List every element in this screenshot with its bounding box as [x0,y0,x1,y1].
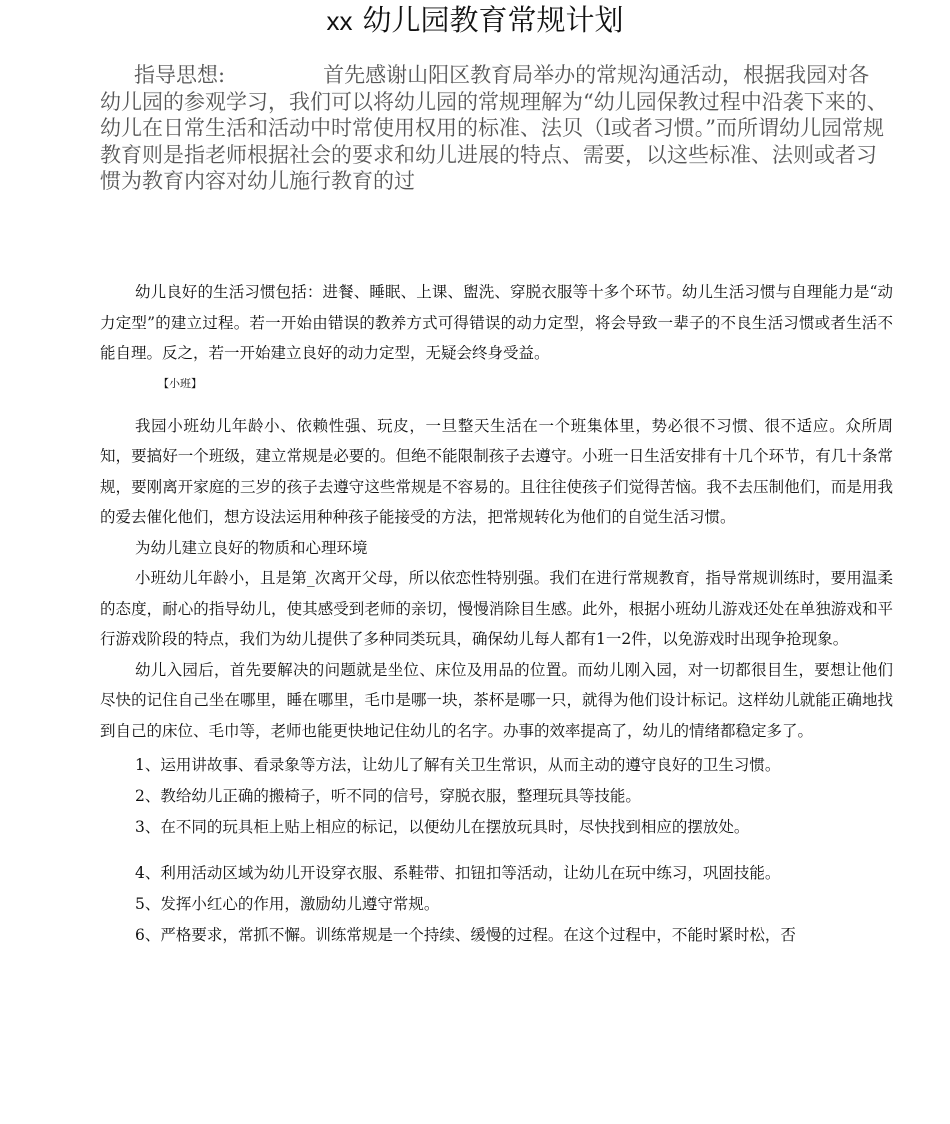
title-text: 幼儿园教育常规计划 [362,3,624,37]
body-section [100,277,893,951]
paragraph-small-class: 我园小班幼儿年龄小、依赖性强、玩皮，一旦整天生活在一个班集体里，势必很不习惯、很不适应。众所周知，要搞好一个班级，建立常规是必要的。但绝不能限制孩子去遵守。小班一日生活安排有十几个环节，有几十条常规，要刚离开家庭的三岁的孩子去遵守这些常规是不容易的。且往往使孩子们觉得苦恼。我不去压制他们，而是用我的爱去催化他们，想方设法运用种种孩子能接受的方法，把常规转化为他们的自觉生活习惯。 [100,416,893,526]
title-prefix: xx [326,6,353,36]
list-item: 5、发挥小红心的作用，激励幼儿遵守常规。 [135,895,440,913]
list-item: 1、运用讲故事、看录象等方法，让幼儿了解有关卫生常识，从而主动的遵守良好的卫生习惯。 [135,756,781,774]
guide-text: 首先感谢山阳区教育局举办的常规沟通活动，根据我园对各幼儿园的参观学习，我们可以将幼儿园的常规理解为“幼儿园保教过程中沿袭下来的、幼儿在日常生活和活动中时常使用权用的标准、法贝（l或者习惯。”而所谓幼儿园常规教育则是指老师根据社会的要求和幼儿进展的特点、需要，以这些标准、法则或者习惯为教育内容对幼儿施行教育的过 [100,63,888,193]
section-heading-environment: 为幼儿建立良好的物质和心理环境 [135,538,368,557]
sub-heading-small-class: 【小班】 [158,376,202,390]
paragraph-habits: 幼儿良好的生活习惯包括：进餐、睡眠、上课、盥洗、穿脱衣服等十多个环节。幼儿生活习惯与自理能力是“动力定型”的建立过程。若一开始由错误的教养方式可得错误的动力定型，将会导致一辈子的不良生活习惯或者生活不能自理。反之，若一开始建立良好的动力定型，无疑会终身受益。 [100,283,893,362]
list-item: 6、严格要求，常抓不懈。训练常规是一个持续、缓慢的过程。在这个过程中，不能时紧时松，否 [135,926,796,944]
guide-label: 指导思想: [134,63,226,87]
paragraph-environment: 小班幼儿年龄小，且是第_次离开父母，所以依恋性特别强。我们在进行常规教育，指导常规训练时，要用温柔的态度，耐心的指导幼儿，使其感受到老师的亲切，慢慢消除目生感。此外，根据小班幼儿游戏还处在单独游戏和平行游戏阶段的特点，我们为幼儿提供了多种同类玩具，确保幼儿每人都有1一2件，以免游戏时出现争抢现象。 [100,569,893,648]
list-item: 2、教给幼儿正确的搬椅子，听不同的信号，穿脱衣服，整理玩具等技能。 [135,787,641,805]
guide-paragraph [100,62,890,195]
list-item: 3、在不同的玩具柜上贴上相应的标记，以便幼儿在摆放玩具时，尽快找到相应的摆放处。 [135,818,750,836]
page-title [0,0,950,41]
paragraph-marks: 幼儿入园后，首先要解决的问题就是坐位、床位及用品的位置。而幼儿刚入园，对一切都很目生，要想让他们尽快的记住自己坐在哪里，睡在哪里，毛巾是哪一块，茶杯是哪一只，就得为他们设计标记。这样幼儿就能正确地找到自己的床位、毛巾等，老师也能更快地记住幼儿的名字。办事的效率提高了，幼儿的情绪都稳定多了。 [100,660,893,740]
list-item: 4、利用活动区域为幼儿开设穿衣服、系鞋带、扣钮扣等活动，让幼儿在玩中练习，巩固技能。 [135,864,781,882]
